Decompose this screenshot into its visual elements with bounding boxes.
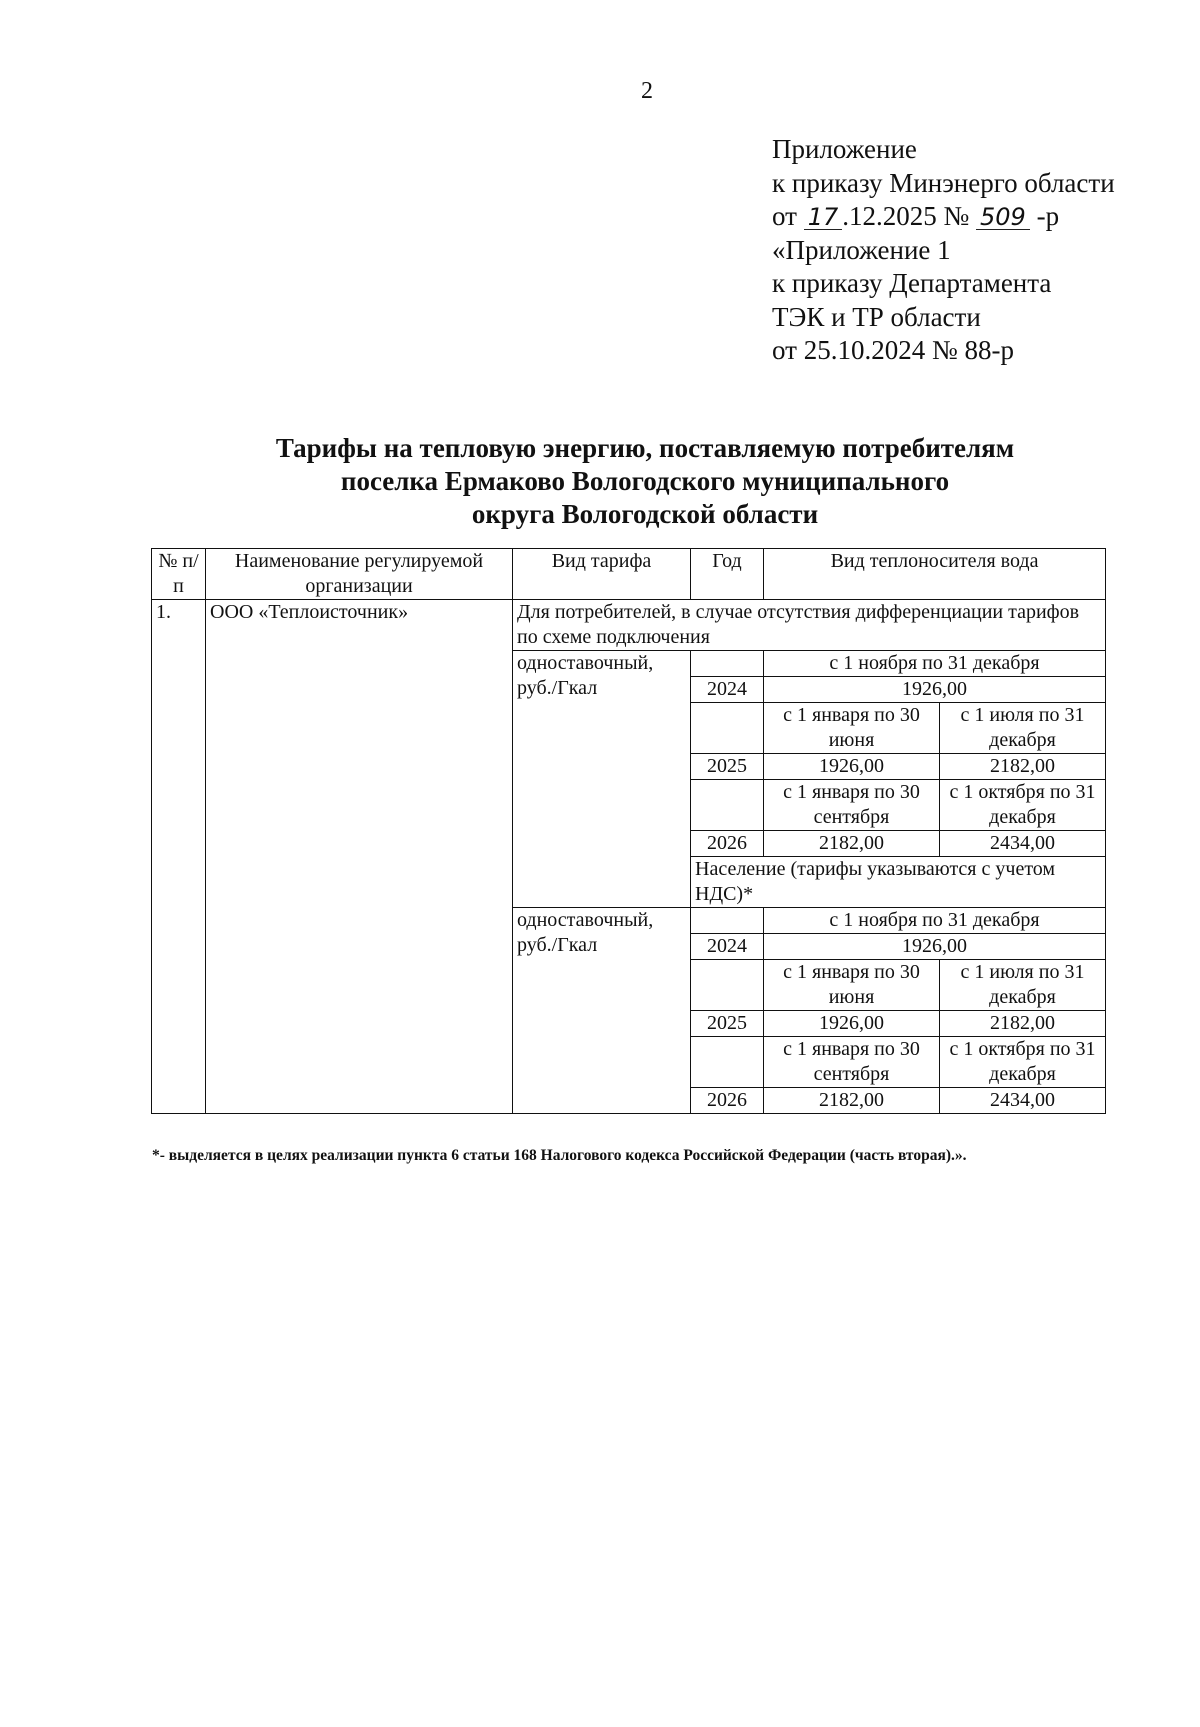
handwritten-number: 509 xyxy=(976,205,1030,230)
handwritten-day: 17 xyxy=(804,205,843,230)
year-cell: 2026 xyxy=(691,1088,764,1114)
appendix-sub-dept: ТЭК и ТР области xyxy=(772,301,981,332)
period-cell: с 1 ноября по 31 декабря xyxy=(764,651,1106,677)
header-tariff-type: Вид тарифа xyxy=(513,549,691,600)
period-cell: с 1 января по 30 сентября xyxy=(764,780,940,831)
value-cell: 1926,00 xyxy=(764,934,1106,960)
page-number: 2 xyxy=(641,78,653,104)
appendix-sub-ref: к приказу Департамента xyxy=(772,268,1052,298)
period-cell: с 1 января по 30 сентября xyxy=(764,1037,940,1088)
appendix-order-date: от 17 .12.2025 № 509 -р xyxy=(772,201,1060,231)
value-cell: 1926,00 xyxy=(764,754,940,780)
year-cell: 2026 xyxy=(691,831,764,857)
footnote: *- выделяется в целях реализации пункта 6 статьи 168 Налогового кодекса Российской Федерации (часть вторая).». xyxy=(152,1147,967,1164)
document-title: Тарифы на тепловую энергию, поставляемую потребителям поселка Ермаково Вологодского муниципального округа Вологодской области xyxy=(275,433,1015,529)
organization-name: ООО «Теплоисточник» xyxy=(206,600,513,1114)
appendix-order-ref: к приказу Минэнерго области xyxy=(772,167,1115,198)
value-cell: 2182,00 xyxy=(940,1011,1106,1037)
tariff-type: одноставочный, руб./Гкал xyxy=(513,651,691,908)
period-cell: с 1 ноября по 31 декабря xyxy=(764,908,1106,934)
section-label: Население (тарифы указываются с учетом НДС)* xyxy=(691,857,1106,908)
period-cell: с 1 июля по 31 декабря xyxy=(940,703,1106,754)
value-cell: 2182,00 xyxy=(764,831,940,857)
tariff-type: одноставочный, руб./Гкал xyxy=(513,908,691,1114)
period-cell: с 1 января по 30 июня xyxy=(764,960,940,1011)
header-num: № п/п xyxy=(152,549,206,600)
value-cell: 2182,00 xyxy=(764,1088,940,1114)
header-year: Год xyxy=(691,549,764,600)
table-row xyxy=(152,600,1106,651)
appendix-sub-date: от 25.10.2024 № 88-р xyxy=(772,335,1014,365)
period-cell: с 1 октября по 31 декабря xyxy=(940,780,1106,831)
header-carrier: Вид теплоносителя вода xyxy=(764,549,1106,600)
period-cell: с 1 июля по 31 декабря xyxy=(940,960,1106,1011)
year-cell: 2025 xyxy=(691,1011,764,1037)
appendix-sub-title: «Приложение 1 xyxy=(772,234,951,265)
year-cell: 2024 xyxy=(691,934,764,960)
section-label: Для потребителей, в случае отсутствия дифференциации тарифов по схеме подключения xyxy=(513,600,1106,651)
appendix-title: Приложение xyxy=(772,134,917,164)
period-cell: с 1 января по 30 июня xyxy=(764,703,940,754)
value-cell: 1926,00 xyxy=(764,677,1106,703)
value-cell: 2182,00 xyxy=(940,754,1106,780)
year-cell: 2024 xyxy=(691,677,764,703)
table-header-row xyxy=(152,549,1106,600)
row-number: 1. xyxy=(152,600,206,1114)
value-cell: 2434,00 xyxy=(940,831,1106,857)
appendix-header xyxy=(772,133,1115,368)
tariff-table xyxy=(151,548,1106,1114)
header-org: Наименование регулируемой организации xyxy=(206,549,513,600)
year-cell: 2025 xyxy=(691,754,764,780)
value-cell: 1926,00 xyxy=(764,1011,940,1037)
value-cell: 2434,00 xyxy=(940,1088,1106,1114)
period-cell: с 1 октября по 31 декабря xyxy=(940,1037,1106,1088)
